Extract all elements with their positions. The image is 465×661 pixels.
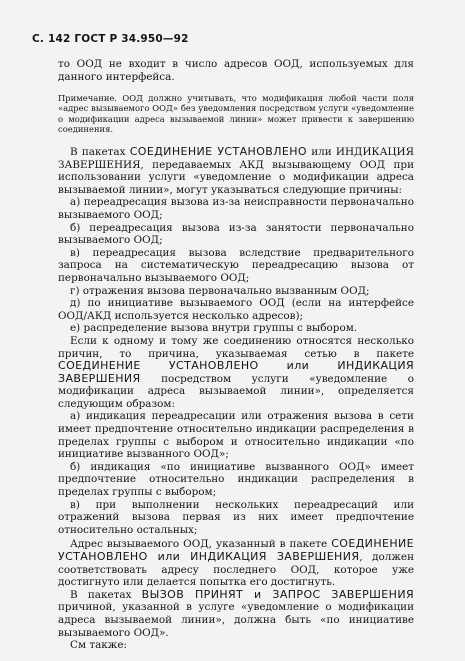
paragraph: Если к одному и тому же соединению относятся несколько причин, то причина, указываемая сетью в пакете СОЕДИНЕНИЕ УСТАНОВЛЕНО или ИНДИКАЦИЯ ЗАВЕРШЕНИЯ посредством услуги «уведомление о модификации адреса вызываемой линии», определяется следующим образом: [58,334,414,410]
page-header: С. 142 ГОСТ Р 34.950—92 [32,33,189,45]
list-item: в) переадресация вызова вследствие предварительного запроса на систематическую переадресацию вызова от первоначально вызываемого ООД; [58,246,414,284]
list-item: б) переадресация вызова из-за занятости первоначально вызываемого ООД; [58,221,414,247]
paragraph: то ООД не входит в число адресов ООД, используемых для данного интерфейса. [58,58,414,83]
paragraph: В пакетах ВЫЗОВ ПРИНЯТ и ЗАПРОС ЗАВЕРШЕНИЯ причиной, указанной в услуге «уведомление о модификации адреса вызываемой линии», должна быть «по инициативе вызываемого ООД». [58,587,414,639]
paragraph: См также: [70,639,127,652]
list-item: а) индикация переадресации или отражения вызова в сети имеет предпочтение относительно индикации распределения в пределах группы с выбором и относительно индикации «по инициативе вызванного ООД»; [58,410,414,461]
list-item: д) по инициативе вызываемого ООД (если на интерфейсе ООД/АКД используется несколько адресов); [58,297,414,322]
list-item: в) при выполнении нескольких переадресаций или отражений вызова первая из них имеет предпочтение относительно остальных; [58,498,414,536]
list-item: а) переадресация вызова из-за неисправности первоначально вызываемого ООД; [58,196,414,221]
list-item: г) отражения вызова первоначально вызванным ООД; [70,284,370,297]
paragraph: Адрес вызываемого ООД, указанный в пакете СОЕДИНЕНИЕ УСТАНОВЛЕНО или ИНДИКАЦИЯ ЗАВЕРШЕНИЯ, должен соответствовать адресу последнего ООД, которое уже достигнуто или делается попытка его достигнуть. [58,537,414,589]
list-item: е) распределение вызова внутри группы с выбором. [70,322,358,335]
note: Примечание. ООД должно учитывать, что модификация любой части поля «адрес вызываемого ООД» без уведомления посредством услуги «уведомление о модификации адреса вызываемой линии» может привести к завершению соединения. [58,93,414,134]
list-item: б) индикация «по инициативе вызванного ООД» имеет предпочтение относительно индикации распределения в пределах группы с выбором; [58,460,414,499]
page-body [58,58,414,652]
paragraph: В пакетах СОЕДИНЕНИЕ УСТАНОВЛЕНО или ИНДИКАЦИЯ ЗАВЕРШЕНИЯ, передаваемых АКД вызывающему ООД при использовании услуги «уведомление о модификации адреса вызываемой линии», могут указываться следующие причины: [58,145,414,196]
